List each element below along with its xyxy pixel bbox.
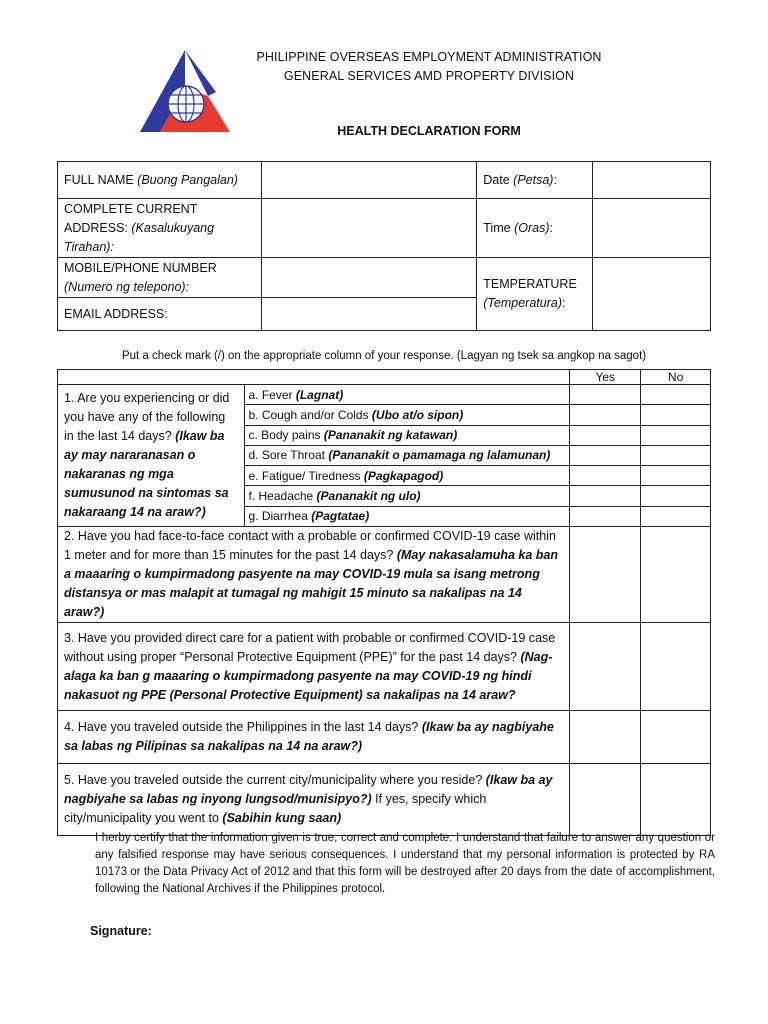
question-5-yes[interactable] [570,764,641,836]
question-3-yes[interactable] [570,623,641,711]
mobile-field[interactable] [261,258,477,298]
symptom-sore-throat-no[interactable] [641,445,711,465]
symptom-body-pains-yes[interactable] [570,425,641,445]
certification-text: I herby certify that the information given is true, correct and complete. I understand that failure to answer any question or any falsified response may have serious consequences. I understand that my personal information is protected by RA 10173 or the Data Privacy Act of 2012 and that this form will be destroyed after 20 days from the date of accomplishment, following the National Archives if the Philippines protocol. [95,832,715,895]
org-header [200,48,658,86]
yes-column-header: Yes [570,370,641,385]
date-label: Date (Petsa): [477,162,593,199]
symptom-sore-throat: d. Sore Throat (Pananakit o pamamaga ng lalamunan) [244,445,570,465]
symptom-headache: f. Headache (Pananakit ng ulo) [244,486,570,506]
personal-info-table [57,161,711,331]
question-5: 5. Have you traveled outside the current city/municipality where you reside? (Ikaw ba ay nagbiyahe sa labas ng inyong lungsod/munisipyo?) If yes, specify which city/municipality you went to (Sabihin kung saan) [58,764,570,836]
address-label: COMPLETE CURRENT ADDRESS: (Kasalukuyang Tirahan): [58,199,262,258]
symptom-headache-no[interactable] [641,486,711,506]
temperature-label: TEMPERATURE (Temperatura): [477,258,593,331]
symptom-fever-no[interactable] [641,385,711,405]
question-4-no[interactable] [641,711,711,764]
no-column-header: No [641,370,711,385]
question-4-yes[interactable] [570,711,641,764]
symptom-fever-yes[interactable] [570,385,641,405]
symptom-headache-yes[interactable] [570,486,641,506]
questions-table [57,369,711,836]
question-3: 3. Have you provided direct care for a patient with probable or confirmed COVID-19 case without using proper “Personal Protective Equipment (PPE)” for the past 14 days? (Nag-alaga ka ban g maaaring o kumpirmadong pasyente na may COVID-19 ng hindi nakasuot ng PPE (Personal Protective Equipment) sa nakalipas na 14 araw? [58,623,570,711]
temperature-field[interactable] [593,258,711,331]
symptom-cough-no[interactable] [641,405,711,425]
date-field[interactable] [593,162,711,199]
symptom-cough-yes[interactable] [570,405,641,425]
form-title: HEALTH DECLARATION FORM [337,124,521,138]
symptom-body-pains: c. Body pains (Pananakit ng katawan) [244,425,570,445]
full-name-field[interactable] [261,162,477,199]
question-2-yes[interactable] [570,527,641,623]
symptom-body-pains-no[interactable] [641,425,711,445]
question-3-no[interactable] [641,623,711,711]
question-4: 4. Have you traveled outside the Philippines in the last 14 days? (Ikaw ba ay nagbiyahe sa labas ng Pilipinas sa nakalipas na 14 na araw?) [58,711,570,764]
symptom-diarrhea: g. Diarrhea (Pagtatae) [244,506,570,526]
symptom-fever: a. Fever (Lagnat) [244,385,570,405]
symptom-diarrhea-no[interactable] [641,506,711,526]
org-name: PHILIPPINE OVERSEAS EMPLOYMENT ADMINISTRATION [256,50,602,64]
question-1: 1. Are you experiencing or did you have any of the following in the last 14 days? (Ikaw ba ay may nararanasan o nakaranas ng mga sumusunod na sintomas sa nakaraang 14 na araw?) [58,385,245,527]
instruction-text: Put a check mark (/) on the appropriate column of your response. (Lagyan ng tsek sa angkop na sagot) [121,350,647,362]
question-2: 2. Have you had face-to-face contact with a probable or confirmed COVID-19 case within 1 meter and for more than 15 minutes for the past 14 days? (May nakasalamuha ka ban a maaaring o kumpirmadong pasyente na may COVID-19 mula sa isang metrong distansya or mas malapit at tumagal ng mahigit 15 minuto sa nakalipas na 14 araw?) [58,527,570,623]
address-field[interactable] [261,199,477,258]
symptom-cough: b. Cough and/or Colds (Ubo at/o sipon) [244,405,570,425]
symptom-sore-throat-yes[interactable] [570,445,641,465]
time-field[interactable] [593,199,711,258]
symptom-diarrhea-yes[interactable] [570,506,641,526]
question-2-no[interactable] [641,527,711,623]
symptom-fatigue-yes[interactable] [570,466,641,486]
mobile-label: MOBILE/PHONE NUMBER (Numero ng telepono): [58,258,262,298]
question-5-no[interactable] [641,764,711,836]
signature-label: Signature: [90,924,152,938]
header-blank [58,370,570,385]
symptom-fatigue-no[interactable] [641,466,711,486]
symptom-fatigue: e. Fatigue/ Tiredness (Pagkapagod) [244,466,570,486]
full-name-label: FULL NAME (Buong Pangalan) [58,162,262,199]
time-label: Time (Oras): [477,199,593,258]
email-label: EMAIL ADDRESS: [58,298,262,331]
division-name: GENERAL SERVICES AMD PROPERTY DIVISION [283,69,575,83]
email-field[interactable] [261,298,477,331]
